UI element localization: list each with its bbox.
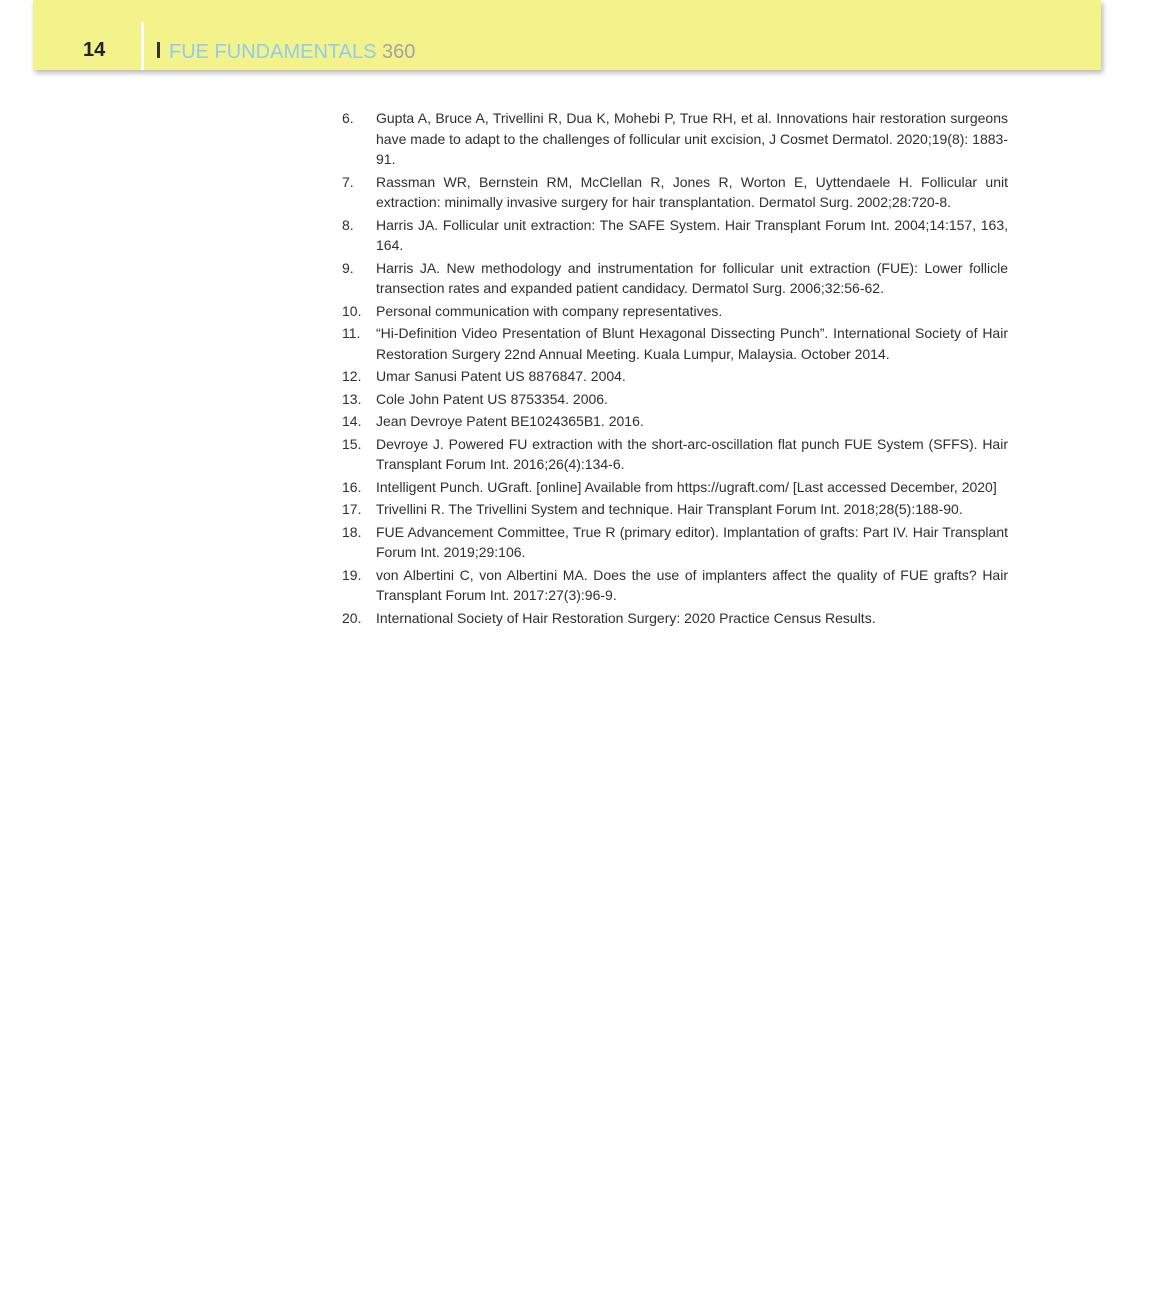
reference-text: Umar Sanusi Patent US 8876847. 2004. [376,368,626,384]
reference-number: 15. [342,435,362,452]
reference-text: Trivellini R. The Trivellini System and technique. Hair Transplant Forum Int. 2018;28(5):188-90. [376,501,963,517]
reference-text: Rassman WR, Bernstein RM, McClellan R, Jones R, Worton E, Uyttendaele H. Follicular unit extraction: minimally invasive surgery for hair transplantation. Dermatol Surg. 2002;28:720-8. [376,173,1008,210]
reference-number: 6. [342,110,354,126]
running-title-number: 360 [381,41,416,63]
reference-number: 16. [342,478,362,495]
reference-text: “Hi-Definition Video Presentation of Blunt Hexagonal Dissecting Punch”. International Society of Hair Restoration Surgery 22nd Annual Meeting. Kuala Lumpur, Malaysia. October 2014. [376,325,1008,362]
reference-item [342,499,1008,520]
reference-item [342,434,1008,475]
reference-text: Harris JA. New methodology and instrumentation for follicular unit extraction (FUE): Lower follicle transection rates and expanded patient candidacy. Dermatol Surg. 2006;32:56-62. [376,259,1008,296]
running-title [169,40,415,64]
reference-text: von Albertini C, von Albertini MA. Does the use of implanters affect the quality of FUE grafts? Hair Transplant Forum Int. 2017:27(3):96-9. [376,566,1008,603]
reference-item [342,258,1008,299]
reference-text: International Society of Hair Restoration Surgery: 2020 Practice Census Results. [376,609,876,626]
reference-list [342,108,1008,630]
title-bar-mark [157,42,160,58]
reference-number: 11. [342,325,361,341]
reference-number: 19. [342,566,362,583]
reference-number: 9. [342,259,354,276]
page-number: 14 [83,39,106,61]
reference-number: 12. [342,368,362,384]
reference-number: 10. [342,302,362,319]
reference-text: Intelligent Punch. UGraft. [online] Available from https://ugraft.com/ [Last accessed December, 2020] [376,478,997,495]
header-divider [141,22,144,70]
reference-number: 14. [342,413,362,429]
reference-item [342,411,1008,432]
reference-number: 18. [342,523,362,540]
reference-item [342,323,1008,364]
reference-text: FUE Advancement Committee, True R (primary editor). Implantation of grafts: Part IV. Hair Transplant Forum Int. 2019;29:106. [376,523,1008,560]
reference-item [342,477,1008,498]
reference-number: 7. [342,173,354,190]
reference-item [342,389,1008,410]
reference-number: 8. [342,216,354,233]
reference-number: 17. [342,501,362,517]
reference-text: Personal communication with company representatives. [376,302,723,319]
reference-item [342,565,1008,606]
reference-item [342,608,1008,629]
reference-text: Jean Devroye Patent BE1024365B1. 2016. [376,413,644,429]
reference-text: Gupta A, Bruce A, Trivellini R, Dua K, Mohebi P, True RH, et al. Innovations hair restoration surgeons have made to adapt to the challenges of follicular unit excision, J Cosmet Dermatol. 2020;19(8): 1883-91. [376,110,1008,167]
reference-number: 13. [342,390,362,407]
running-title-main: FUE FUNDAMENTALS [169,41,377,63]
reference-item [342,522,1008,563]
reference-text: Cole John Patent US 8753354. 2006. [376,390,608,407]
reference-item [342,301,1008,322]
reference-text: Harris JA. Follicular unit extraction: The SAFE System. Hair Transplant Forum Int. 2004;14:157, 163, 164. [376,216,1008,253]
reference-item [342,172,1008,213]
reference-item [342,366,1008,387]
reference-item [342,215,1008,256]
reference-number: 20. [342,609,362,626]
reference-text: Devroye J. Powered FU extraction with the short-arc-oscillation flat punch FUE System (SFFS). Hair Transplant Forum Int. 2016;26(4):134-6. [376,435,1008,472]
reference-item [342,108,1008,170]
